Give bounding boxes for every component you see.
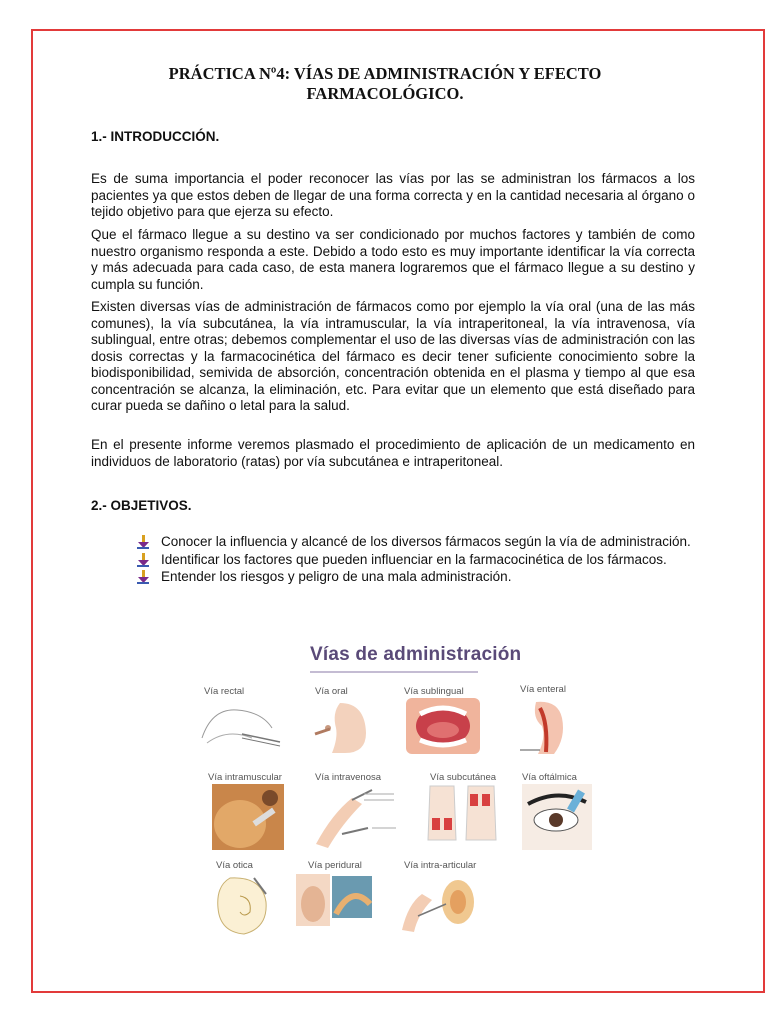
caption-via-rectal: Vía rectal [204,686,245,697]
paragraph-3: Existen diversas vías de administración de fármacos como por ejemplo la vía oral (una de las más comunes), la vía subcutánea, la vía intramuscular, la vía intraperitoneal, la vía intravenosa, vía sublingual, entre otras; debemos complementar el uso de las diversas vías de administración con las dosis correctas y la farmacocinética del fármaco es decir tener suficiente conocimiento sobre la biodisponibilidad, semivida de absorción, concentración obtenida en el plasma y tiempo al que esa concentración se alcanza, la eliminación, etc. Para evitar que un elemento que está diseñado para curar pueda se dañino o letal para la salud. [91,299,695,413]
oral-illustration [310,698,370,754]
caption-via-sublingual: Vía sublingual [404,686,464,697]
objective-text: Conocer la influencia y alcancé de los diversos fármacos según la vía de administración. [161,534,691,549]
administration-routes-figure [192,642,592,942]
otic-illustration [210,872,274,936]
arrow-down-bullet-icon [136,570,150,584]
arrow-down-bullet-icon [136,553,150,567]
caption-via-oftalmica: Vía oftálmica [522,772,577,783]
rectal-illustration [192,698,284,754]
objectives-list [136,534,696,587]
paragraph-1: Es de suma importancia el poder reconocer las vías por las se administran los fármacos a los pacientes ya que estos deben de llegar de una forma correcta y en la cantidad necesaria al órgano o tejido objetivo para que ejerza su efecto. [91,171,695,219]
caption-via-otica: Vía otica [216,860,253,871]
document-title [90,64,680,104]
figure-title-underline [310,671,478,673]
caption-via-oral: Vía oral [315,686,348,697]
list-item [136,534,696,551]
section-heading-objectives: 2.- OBJETIVOS. [91,498,192,513]
paragraph-2: Que el fármaco llegue a su destino va ser condicionado por muchos factores y también de como nuestro organismo responda a este. Debido a todo esto es muy importante identificar la vía correcta y más adecuada para cada caso, de esta manera lograremos que el fármaco llegue a su destino y cumpla su función. [91,227,695,292]
objective-text: Entender los riesgos y peligro de una mala administración. [161,569,512,584]
epidural-illustration [296,874,376,936]
caption-via-enteral: Vía enteral [520,684,566,695]
list-item [136,569,696,586]
subcutaneous-illustration [420,784,504,842]
caption-via-intra-articular: Vía intra-articular [404,860,477,871]
intravenous-illustration [312,784,398,850]
intramuscular-illustration [212,784,284,850]
arrow-down-bullet-icon [136,535,150,549]
paragraph-4: En el presente informe veremos plasmado el procedimiento de aplicación de un medicamento en individuos de laboratorio (ratas) por vía subcutánea e intraperitoneal. [91,437,695,469]
section-heading-introduction: 1.- INTRODUCCIÓN. [91,129,220,144]
caption-via-intramuscular: Vía intramuscular [208,772,282,783]
enteral-illustration [518,698,574,758]
ophthalmic-illustration [522,784,592,850]
title-line-1: PRÁCTICA Nº4: VÍAS DE ADMINISTRACIÓN Y EFECTO [168,64,602,83]
sublingual-illustration [406,698,480,754]
caption-via-subcutanea: Vía subcutánea [430,772,497,783]
title-line-2: FARMACOLÓGICO. [306,84,464,103]
list-item [136,552,696,569]
figure-title: Vías de administración [310,644,522,665]
objective-text: Identificar los factores que pueden influenciar en la farmacocinética de los fármacos. [161,551,667,567]
intra-articular-illustration [398,874,482,934]
caption-via-peridural: Vía peridural [308,860,362,871]
caption-via-intravenosa: Vía intravenosa [315,772,382,783]
